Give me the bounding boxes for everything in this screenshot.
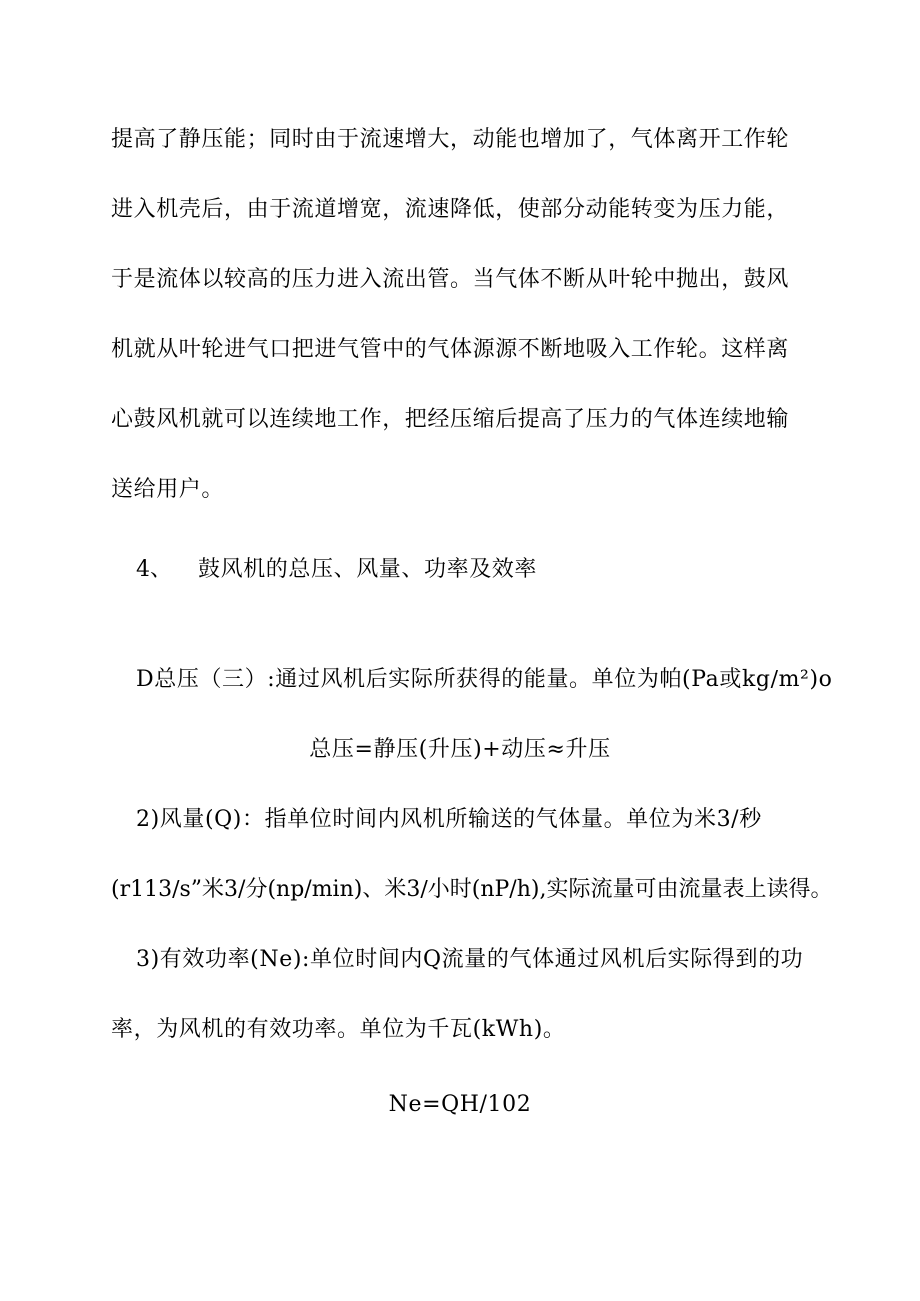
section-title: 鼓风机的总压、风量、功率及效率 xyxy=(198,557,538,582)
paragraph-line: 送给用户。 xyxy=(111,477,225,502)
air-volume-units: (r113∕s”米3/分(np/min)、米3∕小时(nP/h),实际流量可由流量表上读得。 xyxy=(111,877,833,902)
air-volume-definition: 2)风量(Q)：指单位时间内风机所输送的气体量。单位为米3/秒 xyxy=(136,807,762,832)
paragraph-line: 进入机壳后，由于流道增宽，流速降低，使部分动能转变为压力能， xyxy=(111,197,790,222)
section-number: 4、 xyxy=(136,557,172,582)
effective-power-formula: Ne=QH/102 xyxy=(388,1092,532,1117)
effective-power-definition: 3)有效功率(Ne):单位时间内Q流量的气体通过风机后实际得到的功 xyxy=(136,947,804,972)
total-pressure-formula: 总压=静压(升压)+动压≈升压 xyxy=(309,737,611,762)
total-pressure-definition: D总压（三）:通过风机后实际所获得的能量。单位为帕(Pa或kg∕m²)o xyxy=(136,667,833,692)
paragraph-line: 心鼓风机就可以连续地工作，把经压缩后提高了压力的气体连续地输 xyxy=(111,407,790,432)
paragraph-line: 机就从叶轮进气口把进气管中的气体源源不断地吸入工作轮。这样离 xyxy=(111,337,790,362)
paragraph-line: 提高了静压能；同时由于流速增大，动能也增加了，气体离开工作轮 xyxy=(111,127,790,152)
paragraph-line: 于是流体以较高的压力进入流出管。当气体不断从叶轮中抛出，鼓风 xyxy=(111,267,790,292)
effective-power-units: 率，为风机的有效功率。单位为千瓦(kWh)。 xyxy=(111,1017,566,1042)
